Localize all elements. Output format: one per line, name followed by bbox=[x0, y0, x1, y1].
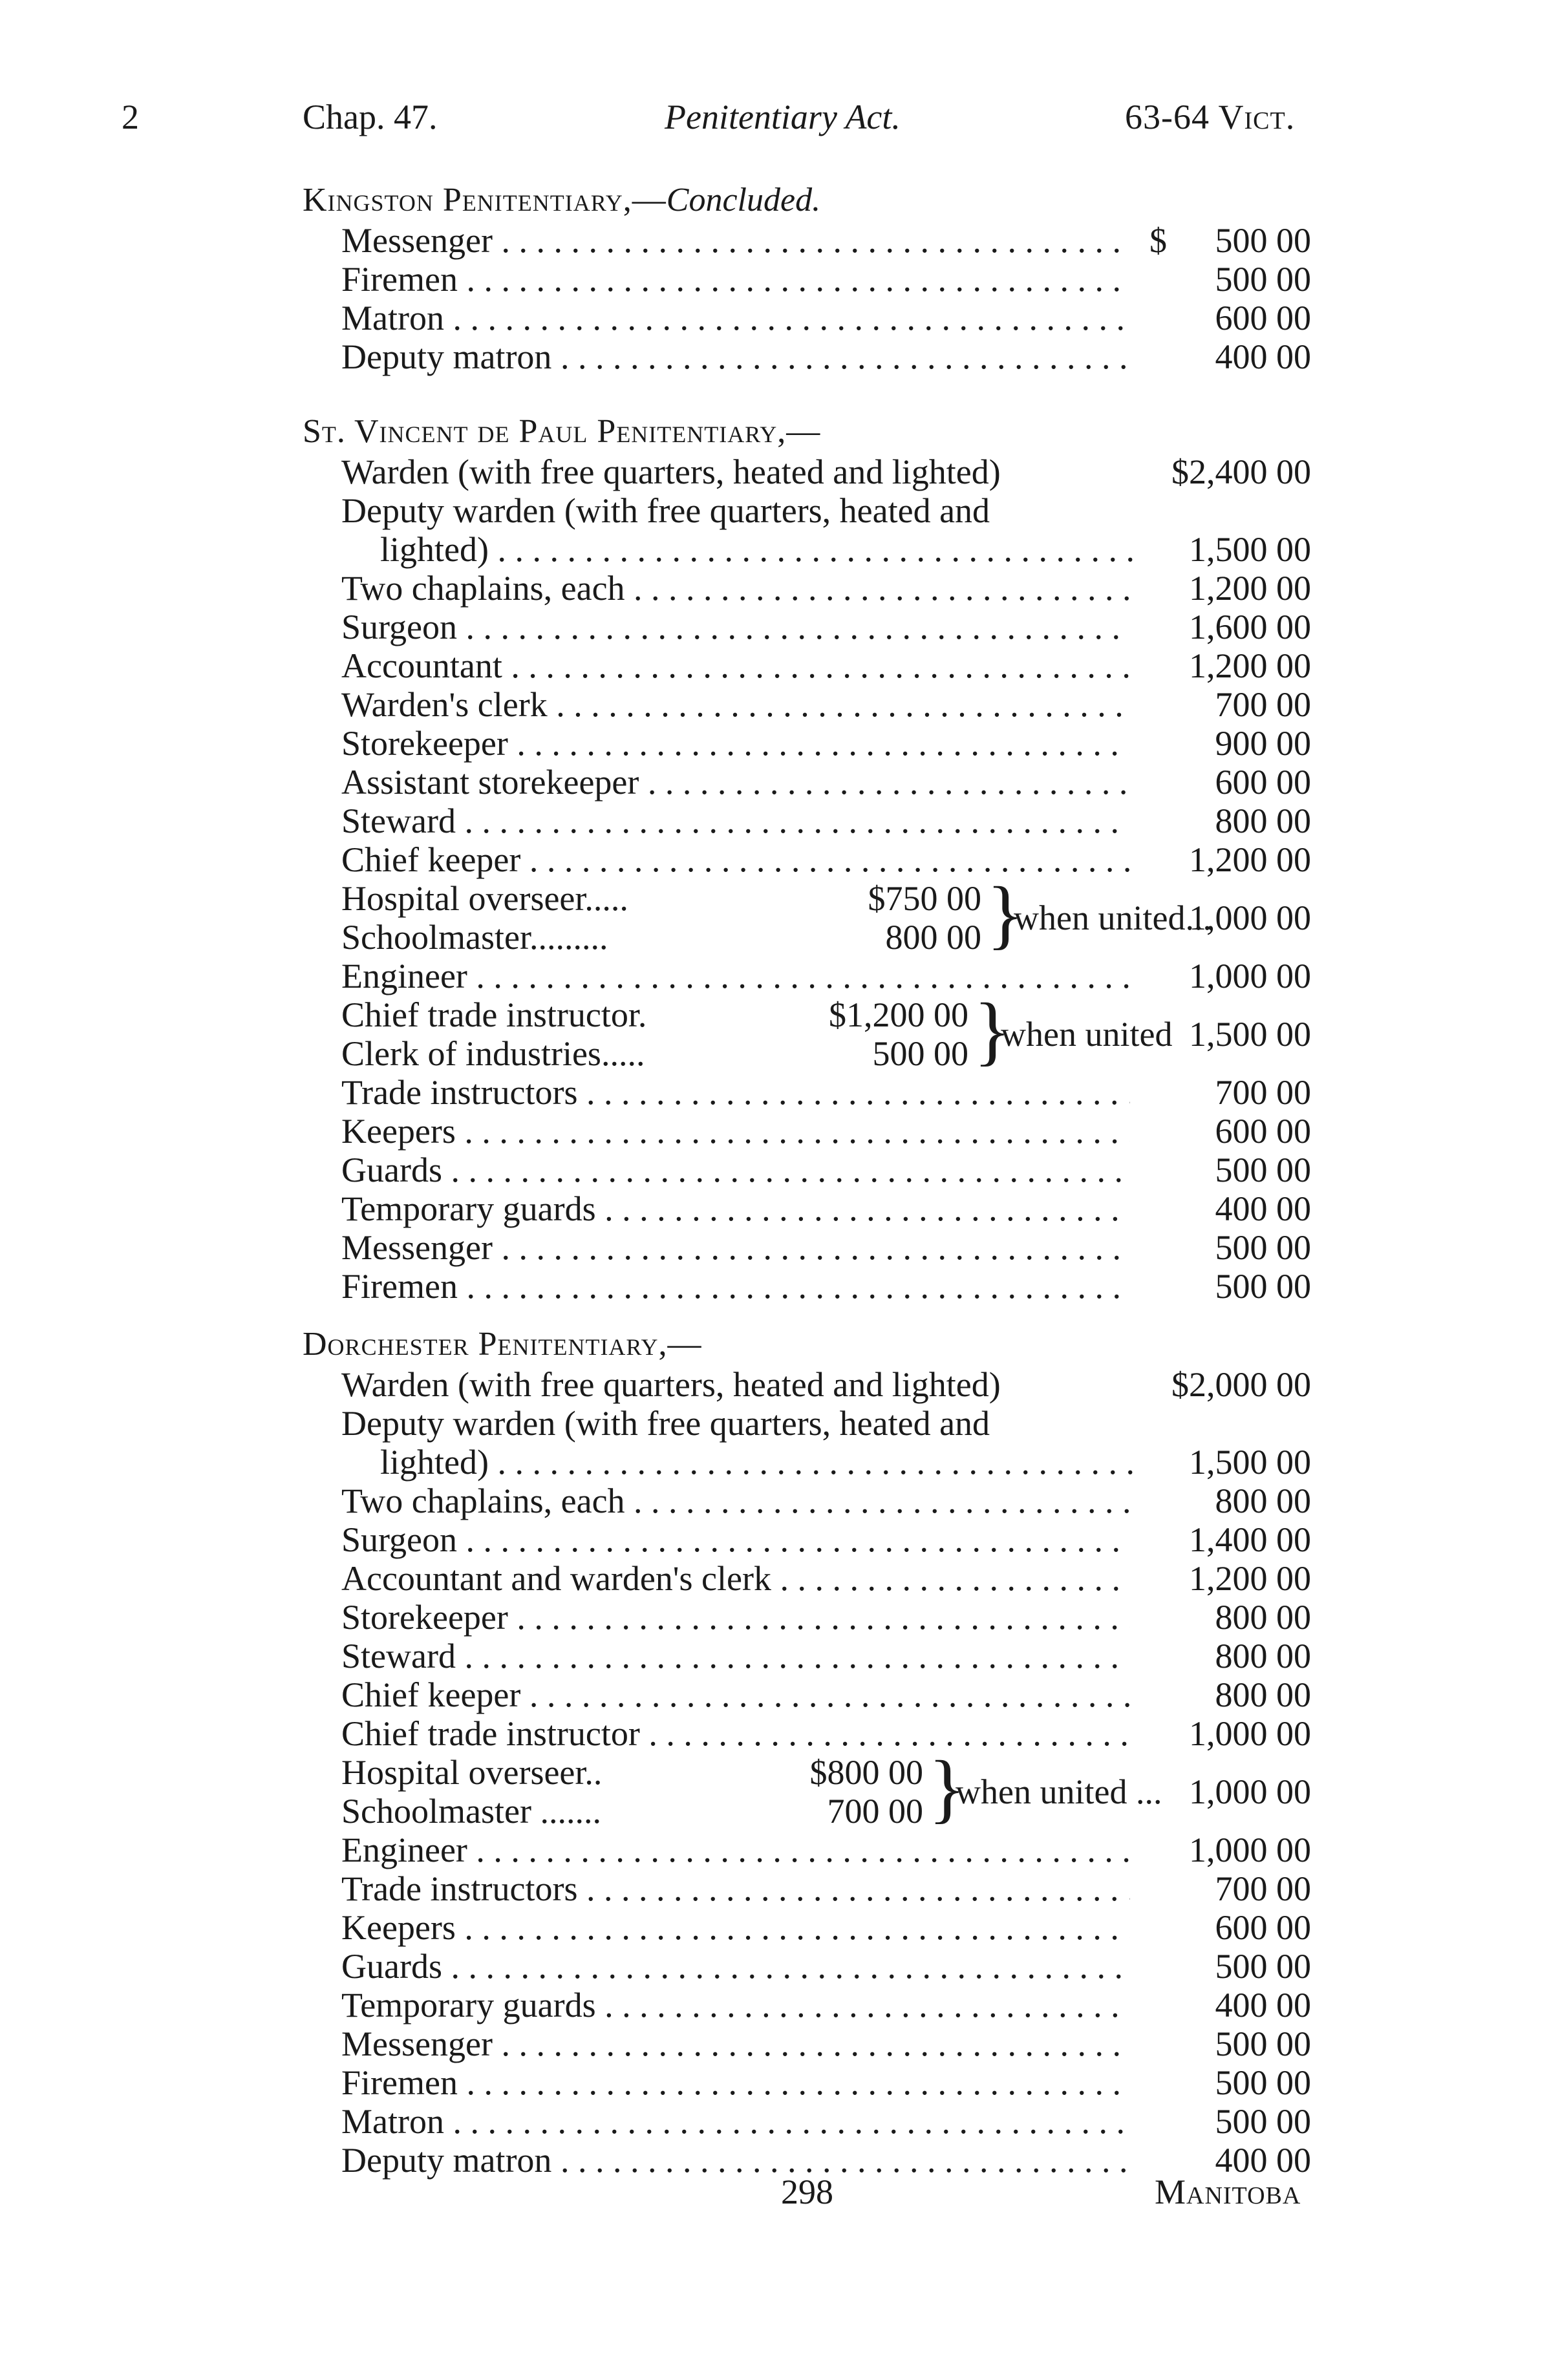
list-item bbox=[341, 1831, 1311, 1869]
item-label: Messenger . . . bbox=[341, 2024, 1130, 2063]
list-item bbox=[341, 957, 1311, 995]
list-item bbox=[341, 221, 1311, 260]
item-label: Storekeeper . . . bbox=[341, 724, 1130, 763]
combo-value-1: $750 00 bbox=[868, 879, 981, 918]
header-act-title: Penitentiary Act. bbox=[665, 98, 901, 136]
combo-value-2: 500 00 bbox=[872, 1034, 968, 1073]
page-footer bbox=[0, 2172, 1549, 2217]
combo-amount: 1,500 00 bbox=[1189, 1015, 1311, 1054]
list-item bbox=[341, 1112, 1311, 1151]
item-amount: 1,000 00 bbox=[1189, 957, 1311, 995]
combo-value-1: $1,200 00 bbox=[829, 995, 968, 1034]
list-item bbox=[341, 1908, 1311, 1947]
item-amount: 500 00 bbox=[1215, 1228, 1311, 1267]
item-label: Guards . . . bbox=[341, 1151, 1130, 1189]
combo-label-2: Schoolmaster ....... bbox=[341, 1792, 601, 1831]
combo-label-1: Hospital overseer..... bbox=[341, 879, 628, 918]
item-label: Chief trade instructor . . . bbox=[341, 1714, 1130, 1753]
list-item bbox=[341, 2024, 1311, 2063]
item-label: Warden (with free quarters, heated and lighted) bbox=[341, 1365, 1001, 1404]
list-item bbox=[341, 763, 1311, 802]
combo-value-1: $800 00 bbox=[809, 1753, 923, 1792]
list-item bbox=[341, 1986, 1311, 2024]
combo-note: when united... bbox=[1014, 898, 1212, 937]
item-amount: 500 00 bbox=[1215, 1947, 1311, 1986]
item-label: lighted) . . . bbox=[380, 530, 1143, 569]
kingston-section-title bbox=[303, 181, 820, 219]
list-item bbox=[341, 530, 1311, 569]
dorchester-section-title: Dorchester Penitentiary,— bbox=[303, 1326, 702, 1363]
item-label: Accountant . . . bbox=[341, 646, 1130, 685]
item-amount: 1,200 00 bbox=[1189, 569, 1311, 608]
item-amount: 1,000 00 bbox=[1189, 1831, 1311, 1869]
kingston-title-suffix: Concluded. bbox=[666, 182, 821, 218]
item-label: Firemen . . . bbox=[341, 2063, 1130, 2102]
st-vincent-combined-salary-1 bbox=[341, 871, 1311, 957]
item-amount: 800 00 bbox=[1215, 802, 1311, 840]
combo-value-2: 700 00 bbox=[827, 1792, 923, 1831]
item-label: Temporary guards . . . bbox=[341, 1189, 1130, 1228]
item-label: Trade instructors . . . bbox=[341, 1073, 1130, 1112]
item-amount: 800 00 bbox=[1215, 1482, 1311, 1520]
item-label: Steward . . . bbox=[341, 1637, 1130, 1675]
item-amount: 1,600 00 bbox=[1189, 608, 1311, 646]
right-brace-icon: } bbox=[928, 1745, 966, 1831]
item-label: Keepers . . . bbox=[341, 1908, 1130, 1947]
item-label: Surgeon . . . bbox=[341, 1520, 1130, 1559]
header-chapter: Chap. 47. bbox=[303, 98, 438, 136]
item-amount: 500 00 bbox=[1215, 2102, 1311, 2141]
item-amount: 1,500 00 bbox=[1189, 1443, 1311, 1482]
list-item bbox=[341, 1482, 1311, 1520]
list-item bbox=[341, 840, 1311, 879]
footer-page-number: 298 bbox=[781, 2173, 833, 2211]
header-page-number: 2 bbox=[122, 98, 139, 136]
item-amount: 500 00 bbox=[1215, 260, 1311, 299]
item-label: Guards . . . bbox=[341, 1947, 1130, 1986]
item-label: Messenger . . . bbox=[341, 1228, 1130, 1267]
item-amount: 500 00 bbox=[1215, 2063, 1311, 2102]
item-amount: 1,400 00 bbox=[1189, 1520, 1311, 1559]
combo-amount: 1,000 00 bbox=[1189, 1772, 1311, 1811]
item-amount: 1,500 00 bbox=[1189, 530, 1311, 569]
item-amount: 800 00 bbox=[1215, 1598, 1311, 1637]
item-label: Engineer . . . bbox=[341, 1831, 1130, 1869]
st-vincent-combined-salary-2 bbox=[341, 987, 1311, 1073]
st-vincent-section-title: St. Vincent de Paul Penitentiary,— bbox=[303, 413, 821, 450]
list-item bbox=[341, 1520, 1311, 1559]
item-amount: 800 00 bbox=[1215, 1675, 1311, 1714]
combo-label-2: Schoolmaster......... bbox=[341, 918, 608, 957]
list-item bbox=[341, 1869, 1311, 1908]
list-item bbox=[341, 491, 1311, 530]
list-item bbox=[341, 1559, 1311, 1598]
item-label: Firemen . . . bbox=[341, 260, 1130, 299]
list-item bbox=[341, 260, 1311, 299]
header-regnal-year: 63-64 Vict. bbox=[1125, 98, 1296, 136]
item-amount: 1,000 00 bbox=[1189, 1714, 1311, 1753]
list-item bbox=[341, 1675, 1311, 1714]
list-item bbox=[341, 452, 1311, 491]
item-label: Two chaplains, each . . . bbox=[341, 569, 1130, 608]
list-item bbox=[341, 1189, 1311, 1228]
list-item bbox=[341, 1267, 1311, 1306]
item-label: lighted) . . . bbox=[380, 1443, 1143, 1482]
list-item bbox=[341, 802, 1311, 840]
item-label: Deputy warden (with free quarters, heated and bbox=[341, 491, 990, 530]
item-label: Storekeeper . . . bbox=[341, 1598, 1130, 1637]
item-amount: 500 00 bbox=[1215, 1151, 1311, 1189]
item-label: Two chaplains, each . . . bbox=[341, 1482, 1130, 1520]
combo-label-1: Chief trade instructor. bbox=[341, 995, 647, 1034]
item-label: Deputy warden (with free quarters, heated and bbox=[341, 1404, 990, 1443]
kingston-title: Kingston Penitentiary,— bbox=[303, 182, 667, 218]
list-item bbox=[341, 685, 1311, 724]
right-brace-icon: } bbox=[987, 871, 1024, 957]
list-item bbox=[341, 646, 1311, 685]
item-amount: $2,000 00 bbox=[1171, 1365, 1311, 1404]
item-amount: 500 00 bbox=[1215, 221, 1311, 260]
item-label: Accountant and warden's clerk . . . bbox=[341, 1559, 1130, 1598]
item-amount: 400 00 bbox=[1215, 1986, 1311, 2024]
list-item bbox=[341, 724, 1311, 763]
list-item bbox=[341, 1151, 1311, 1189]
right-brace-icon: } bbox=[974, 987, 1011, 1073]
combo-note: when united bbox=[1001, 1015, 1173, 1054]
item-amount: 1,200 00 bbox=[1189, 646, 1311, 685]
dorchester-combined-salary bbox=[341, 1745, 1311, 1831]
item-amount: 700 00 bbox=[1215, 685, 1311, 724]
combo-value-2: 800 00 bbox=[885, 918, 981, 957]
list-item bbox=[341, 337, 1311, 376]
list-item bbox=[341, 1637, 1311, 1675]
currency-symbol: $ bbox=[1149, 221, 1167, 260]
list-item bbox=[341, 1443, 1311, 1482]
list-item bbox=[341, 299, 1311, 337]
item-label: Temporary guards . . . bbox=[341, 1986, 1130, 2024]
item-label: Warden's clerk . . . bbox=[341, 685, 1130, 724]
list-item bbox=[341, 1598, 1311, 1637]
item-amount: $2,400 00 bbox=[1171, 452, 1311, 491]
combo-label-2: Clerk of industries..... bbox=[341, 1034, 645, 1073]
item-label: Assistant storekeeper . . . bbox=[341, 763, 1130, 802]
item-label: Keepers . . . bbox=[341, 1112, 1130, 1151]
item-label: Deputy matron . . . bbox=[341, 2141, 1130, 2180]
item-label: Matron . . . bbox=[341, 299, 1130, 337]
running-header bbox=[0, 97, 1549, 142]
item-label: Firemen . . . bbox=[341, 1267, 1130, 1306]
item-amount: 500 00 bbox=[1215, 1267, 1311, 1306]
item-label: Chief keeper . . . bbox=[341, 1675, 1130, 1714]
list-item bbox=[341, 1073, 1311, 1112]
item-label: Deputy matron . . . bbox=[341, 337, 1130, 376]
item-label: Steward . . . bbox=[341, 802, 1130, 840]
list-item bbox=[341, 1228, 1311, 1267]
item-label: Chief keeper . . . bbox=[341, 840, 1130, 879]
list-item bbox=[341, 1947, 1311, 1986]
item-label: Trade instructors . . . bbox=[341, 1869, 1130, 1908]
item-amount: 1,200 00 bbox=[1189, 1559, 1311, 1598]
list-item bbox=[341, 569, 1311, 608]
list-item bbox=[341, 2102, 1311, 2141]
item-amount: 700 00 bbox=[1215, 1869, 1311, 1908]
item-label: Engineer . . . bbox=[341, 957, 1130, 995]
list-item bbox=[341, 1365, 1311, 1404]
item-label: Matron . . . bbox=[341, 2102, 1130, 2141]
combo-label-1: Hospital overseer.. bbox=[341, 1753, 603, 1792]
combo-note: when united ... bbox=[956, 1772, 1162, 1811]
item-label: Surgeon . . . bbox=[341, 608, 1130, 646]
item-amount: 400 00 bbox=[1215, 2141, 1311, 2180]
list-item bbox=[341, 1714, 1311, 1753]
item-amount: 500 00 bbox=[1215, 2024, 1311, 2063]
item-amount: 900 00 bbox=[1215, 724, 1311, 763]
item-label: Warden (with free quarters, heated and lighted) bbox=[341, 452, 1001, 491]
item-amount: 800 00 bbox=[1215, 1637, 1311, 1675]
item-label: Messenger . . . bbox=[341, 221, 1130, 260]
item-amount: 600 00 bbox=[1215, 1908, 1311, 1947]
combo-amount: 1,000 00 bbox=[1189, 898, 1311, 937]
item-amount: 700 00 bbox=[1215, 1073, 1311, 1112]
list-item bbox=[341, 608, 1311, 646]
list-item bbox=[341, 1404, 1311, 1443]
item-amount: 600 00 bbox=[1215, 1112, 1311, 1151]
item-amount: 600 00 bbox=[1215, 299, 1311, 337]
item-amount: 600 00 bbox=[1215, 763, 1311, 802]
footer-catchword: Manitoba bbox=[1155, 2173, 1301, 2211]
item-amount: 400 00 bbox=[1215, 1189, 1311, 1228]
item-amount: 400 00 bbox=[1215, 337, 1311, 376]
list-item bbox=[341, 2063, 1311, 2102]
item-amount: 1,200 00 bbox=[1189, 840, 1311, 879]
